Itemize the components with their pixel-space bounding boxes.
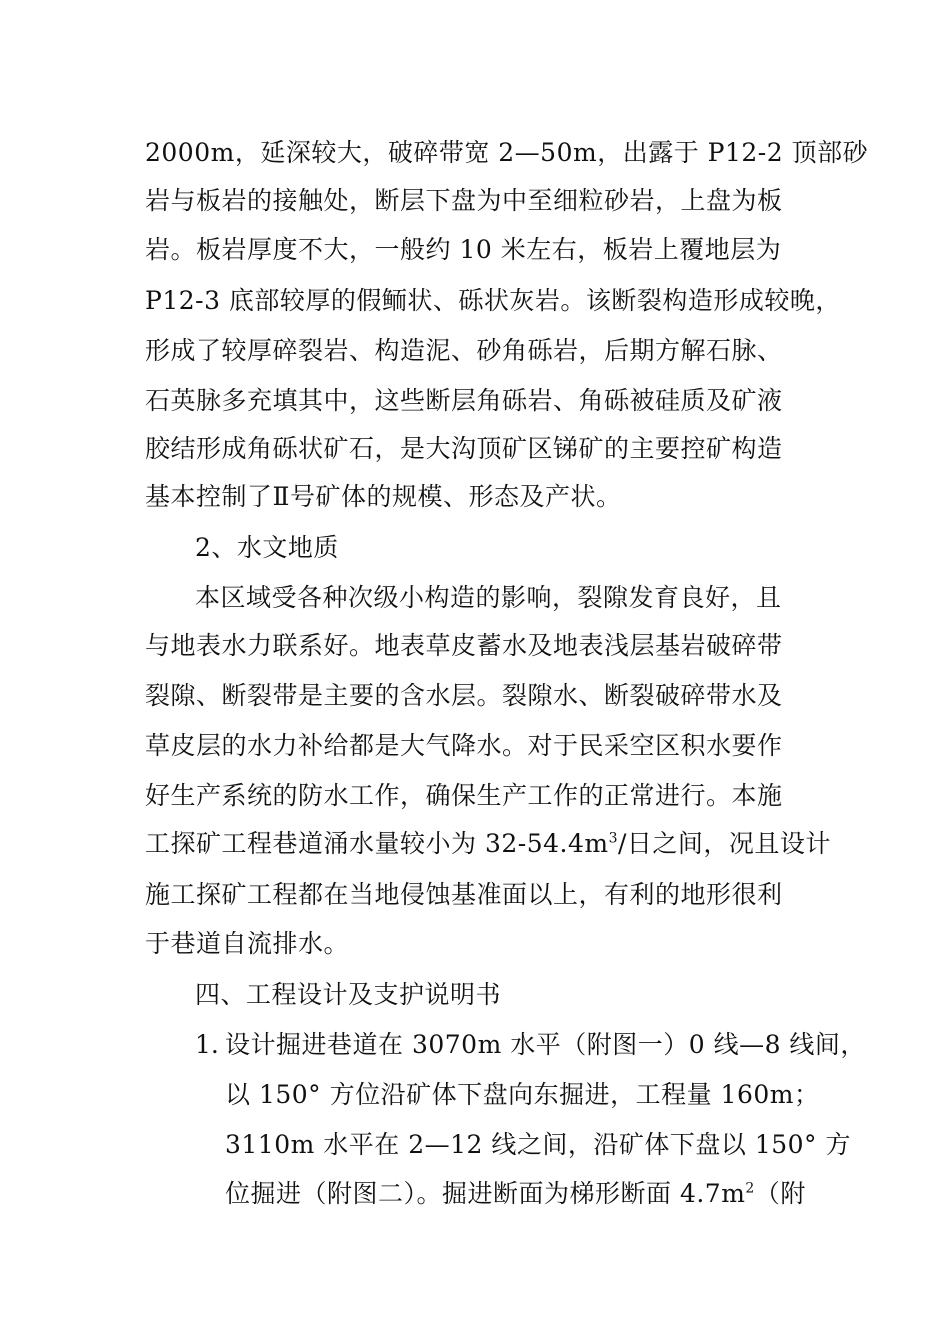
paragraph-line: 岩。板岩厚度不大，一般约 10 米左右，板岩上覆地层为 [145,235,782,264]
paragraph-line: 本区域受各种次级小构造的影响，裂隙发育良好，且 [195,583,782,612]
section-heading: 四、工程设计及支护说明书 [195,980,502,1009]
section-heading: 2、水文地质 [195,533,339,562]
paragraph-line: 岩与板岩的接触处，断层下盘为中至细粒砂岩，上盘为板 [145,186,783,215]
paragraph-line [145,829,831,859]
text-run: 工探矿工程巷道涌水量较小为 32-54.4m [145,829,609,858]
paragraph-line: P12-3 底部较厚的假鲕状、砾状灰岩。该断裂构造形成较晚， [145,286,841,315]
list-number: 1. [195,1030,219,1059]
paragraph-line: 2000m，延深较大，破碎带宽 2—50m，出露于 P12-2 顶部砂 [145,138,869,167]
list-item-line: 以 150° 方位沿矿体下盘向东掘进，工程量 160m； [225,1080,820,1109]
list-item-line [225,1179,806,1209]
text-run: （附 [754,1179,806,1208]
paragraph-line: 胶结形成角砾状矿石，是大沟顶矿区锑矿的主要控矿构造 [145,434,783,463]
list-item-line: 3110m 水平在 2—12 线之间，沿矿体下盘以 150° 方 [225,1130,851,1159]
superscript: 3 [608,830,618,847]
paragraph-line: 裂隙、断裂带是主要的含水层。裂隙水、断裂破碎带水及 [145,681,783,710]
paragraph-line: 基本控制了Ⅱ号矿体的规模、形态及产状。 [145,482,622,511]
paragraph-line: 于巷道自流排水。 [145,929,350,958]
paragraph-line: 好生产系统的防水工作，确保生产工作的正常进行。本施 [145,781,783,810]
superscript: 2 [745,1180,755,1197]
paragraph-line: 与地表水力联系好。地表草皮蓄水及地表浅层基岩破碎带 [145,631,783,660]
text-run: 位掘进（附图二）。掘进断面为梯形断面 4.7m [225,1179,746,1208]
paragraph-line: 形成了较厚碎裂岩、构造泥、砂角砾岩，后期方解石脉、 [145,336,783,365]
text-run: /日之间，况且设计 [618,829,831,858]
paragraph-line: 石英脉多充填其中，这些断层角砾岩、角砾被硅质及矿液 [145,386,783,415]
list-item-line: 设计掘进巷道在 3070m 水平（附图一）0 线—8 线间， [225,1030,866,1059]
paragraph-line: 草皮层的水力补给都是大气降水。对于民采空区积水要作 [145,731,783,760]
paragraph-line: 施工探矿工程都在当地侵蚀基准面以上，有利的地形很利 [145,880,783,909]
